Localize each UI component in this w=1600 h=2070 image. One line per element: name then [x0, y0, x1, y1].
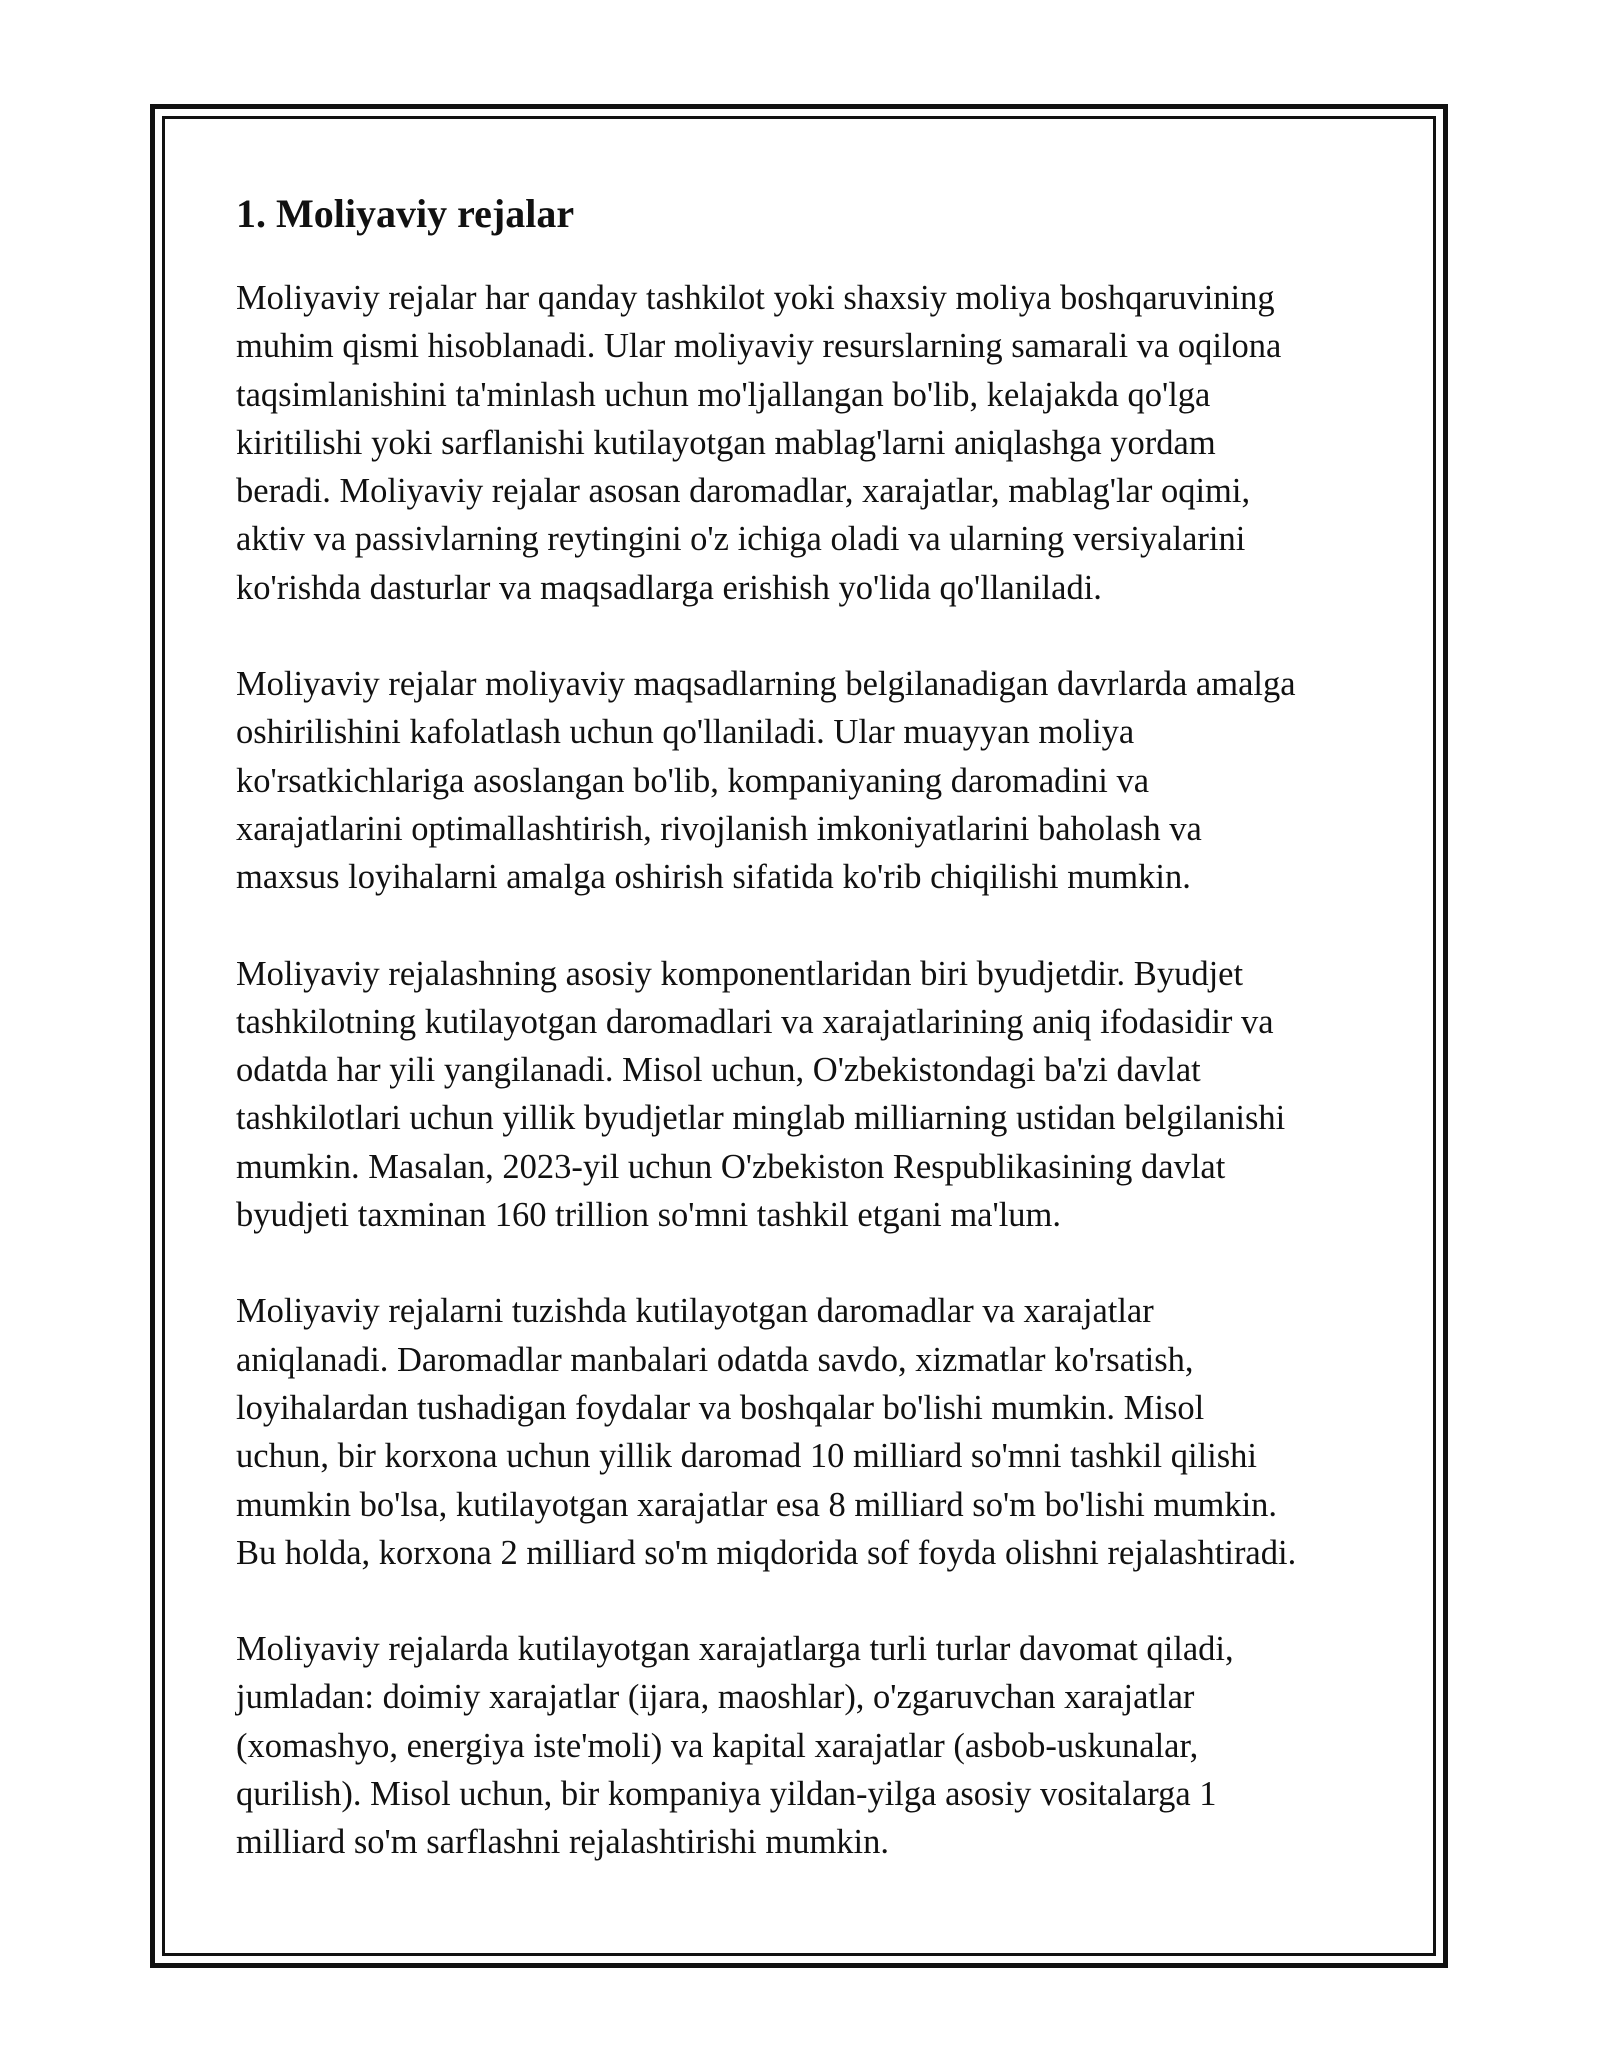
paragraph-list: [236, 274, 1376, 1867]
paragraph-line: muhim qismi hisoblanadi. Ular moliyaviy resurslarning samarali va oqilona: [236, 327, 1282, 366]
paragraph-line: uchun, bir korxona uchun yillik daromad 10 milliard so'mni tashkil qilishi: [236, 1437, 1257, 1476]
paragraph-line: ko'rsatkichlariga asoslangan bo'lib, kompaniyaning daromadini va: [236, 761, 1150, 800]
paragraph-line: tashkilotlari uchun yillik byudjetlar minglab milliarning ustidan belgilanishi: [236, 1099, 1286, 1138]
paragraph-line: beradi. Moliyaviy rejalar asosan daromadlar, xarajatlar, mablag'lar oqimi,: [236, 472, 1251, 511]
paragraph-line: Moliyaviy rejalar har qanday tashkilot yoki shaxsiy moliya boshqaruvining: [236, 279, 1275, 317]
paragraph-line: Moliyaviy rejalarda kutilayotgan xarajatlarga turli turlar davomat qiladi,: [236, 1630, 1234, 1669]
paragraph-line: aniqlanadi. Daromadlar manbalari odatda savdo, xizmatlar ko'rsatish,: [236, 1340, 1194, 1379]
paragraph-line: jumladan: doimiy xarajatlar (ijara, maoshlar), o'zgaruvchan xarajatlar: [236, 1678, 1195, 1717]
paragraph-line: Moliyaviy rejalarni tuzishda kutilayotgan daromadlar va xarajatlar: [236, 1292, 1154, 1331]
paragraph-line: aktiv va passivlarning reytingini o'z ichiga oladi va ularning versiyalarini: [236, 520, 1246, 559]
paragraph-line: byudjeti taxminan 160 trillion so'mni tashkil etgani ma'lum.: [236, 1196, 1062, 1235]
paragraph-line: milliard so'm sarflashni rejalashtirishi mumkin.: [236, 1823, 889, 1862]
paragraph-line: taqsimlanishini ta'minlash uchun mo'ljallangan bo'lib, kelajakda qo'lga: [236, 375, 1211, 414]
paragraph-line: Bu holda, korxona 2 milliard so'm miqdorida sof foyda olishni rejalashtiradi.: [236, 1533, 1297, 1572]
paragraph-line: odatda har yili yangilanadi. Misol uchun, O'zbekistondagi ba'zi davlat: [236, 1051, 1201, 1090]
paragraph: [236, 1625, 1376, 1866]
paragraph-line: ko'rishda dasturlar va maqsadlarga erishish yo'lida qo'llaniladi.: [236, 568, 1102, 607]
document-body: [236, 188, 1376, 1915]
paragraph: [236, 950, 1376, 1240]
paragraph-line: oshirilishini kafolatlash uchun qo'llaniladi. Ular muayyan moliya: [236, 713, 1135, 752]
paragraph-line: Moliyaviy rejalashning asosiy komponentlaridan biri byudjetdir. Byudjet: [236, 954, 1244, 993]
paragraph-line: maxsus loyihalarni amalga oshirish sifatida ko'rib chiqilishi mumkin.: [236, 858, 1191, 897]
paragraph-line: kiritilishi yoki sarflanishi kutilayotgan mablag'larni aniqlashga yordam: [236, 423, 1216, 462]
section-heading: 1. Moliyaviy rejalar: [236, 191, 575, 236]
paragraph: [236, 660, 1376, 901]
paragraph-line: mumkin bo'lsa, kutilayotgan xarajatlar esa 8 milliard so'm bo'lishi mumkin.: [236, 1485, 1278, 1524]
paragraph: [236, 274, 1376, 612]
paragraph-line: loyihalardan tushadigan foydalar va boshqalar bo'lishi mumkin. Misol: [236, 1388, 1205, 1427]
paragraph-line: (xomashyo, energiya iste'moli) va kapital xarajatlar (asbob-uskunalar,: [236, 1726, 1199, 1765]
paragraph-line: mumkin. Masalan, 2023-yil uchun O'zbekiston Respublikasining davlat: [236, 1147, 1226, 1186]
paragraph: [236, 1287, 1376, 1577]
paragraph-line: Moliyaviy rejalar moliyaviy maqsadlarning belgilanadigan davrlarda amalga: [236, 665, 1296, 704]
paragraph-line: qurilish). Misol uchun, bir kompaniya yildan-yilga asosiy vositalarga 1: [236, 1775, 1217, 1814]
paragraph-line: xarajatlarini optimallashtirish, rivojlanish imkoniyatlarini baholash va: [236, 809, 1202, 848]
paragraph-line: tashkilotning kutilayotgan daromadlari va xarajatlarining aniq ifodasidir va: [236, 1002, 1274, 1041]
